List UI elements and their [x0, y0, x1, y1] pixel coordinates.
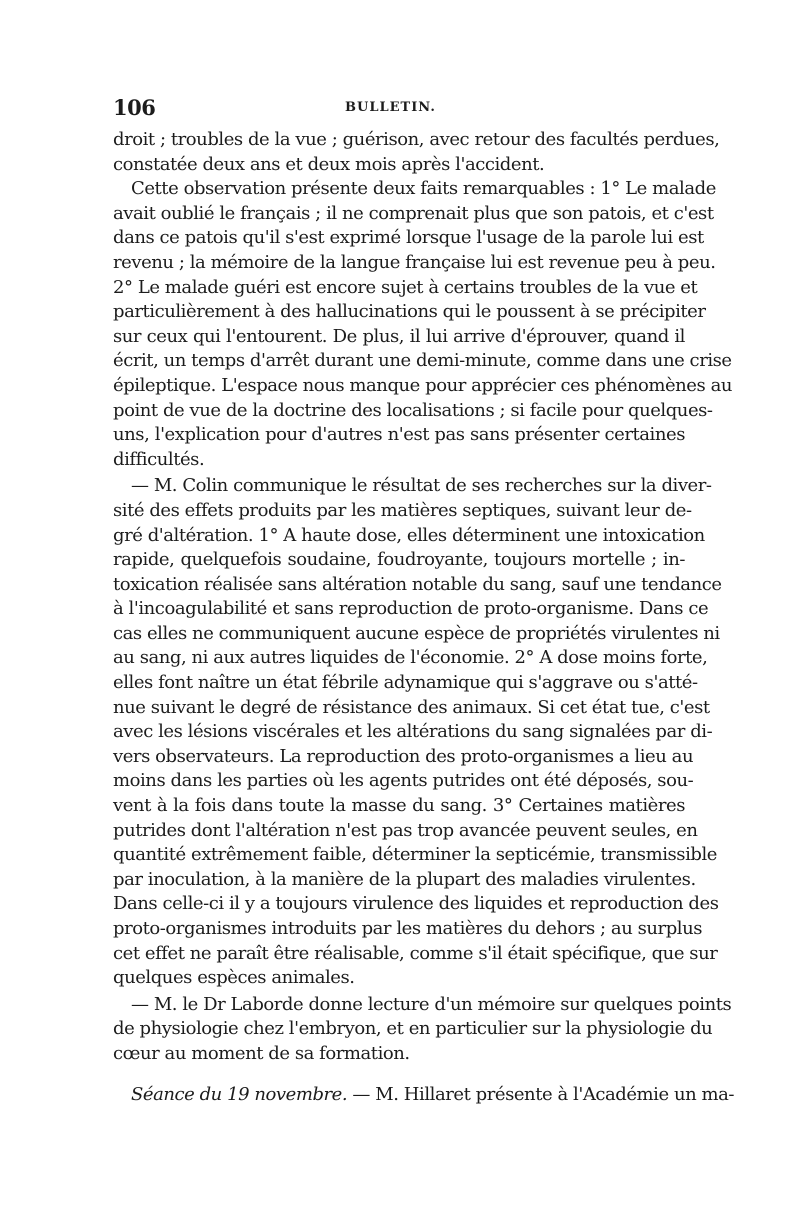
text-line: cœur au moment de sa formation. — [113, 1042, 410, 1064]
text-line: vent à la fois dans toute la masse du sang. 3° Certaines matières — [113, 795, 685, 817]
text-line: nue suivant le degré de résistance des animaux. Si cet état tue, c'est — [113, 696, 710, 718]
text-line: point de vue de la doctrine des localisations ; si facile pour quelques- — [113, 399, 713, 421]
text-line: épileptique. L'espace nous manque pour apprécier ces phénomènes au — [113, 374, 732, 396]
text-line: cas elles ne communiquent aucune espèce de propriétés virulentes ni — [113, 622, 720, 644]
text-line: vers observateurs. La reproduction des proto-organismes a lieu au — [113, 745, 694, 767]
running-title: BULLETIN. — [345, 100, 436, 115]
text-line: écrit, un temps d'arrêt durant une demi-minute, comme dans une crise — [113, 350, 732, 372]
text-line: proto-organismes introduits par les matières du dehors ; au surplus — [113, 918, 703, 939]
text-line: sité des effets produits par les matières septiques, suivant leur de- — [113, 499, 692, 521]
text-line: avait oublié le français ; il ne comprenait plus que son patois, et c'est — [113, 202, 714, 224]
body-text — [113, 128, 735, 1107]
session-dash: — — [347, 1083, 376, 1105]
text-line: quantité extrêmement faible, déterminer la septicémie, transmissible — [113, 844, 717, 866]
text-line: sur ceux qui l'entourent. De plus, il lui arrive d'éprouver, quand il — [113, 325, 685, 347]
text-line: Dans celle-ci il y a toujours virulence des liquides et reproduction des — [113, 893, 719, 915]
paragraph-start: Cette observation présente deux faits remarquables : 1° Le malade — [131, 178, 716, 200]
text-line: uns, l'explication pour d'autres n'est pas sans présenter certaines — [113, 424, 685, 446]
session-text: M. Hillaret présente à l'Académie un ma- — [375, 1083, 735, 1105]
session-heading: Séance du 19 novembre. — [131, 1083, 348, 1105]
text-line: au sang, ni aux autres liquides de l'économie. 2° A dose moins forte, — [113, 647, 708, 669]
paragraph-start: — M. Colin communique le résultat de ses recherches sur la diver- — [131, 475, 712, 497]
text-line: particulièrement à des hallucinations qui le poussent à se précipiter — [113, 301, 706, 323]
text-line: revenu ; la mémoire de la langue française lui est revenue peu à peu. — [113, 251, 716, 273]
session-line — [113, 1083, 735, 1108]
text-line: dans ce patois qu'il s'est exprimé lorsque l'usage de la parole lui est — [113, 227, 704, 249]
text-line: 2° Le malade guéri est encore sujet à certains troubles de la vue et — [113, 276, 698, 298]
text-line: avec les lésions viscérales et les altérations du sang signalées par di- — [113, 721, 713, 743]
paragraph-start: — M. le Dr Laborde donne lecture d'un mémoire sur quelques points — [131, 993, 732, 1015]
text-line: elles font naître un état fébrile adynamique qui s'aggrave ou s'atté- — [113, 672, 698, 694]
text-line: difficultés. — [113, 448, 205, 470]
text-line: putrides dont l'altération n'est pas trop avancée peuvent seules, en — [113, 819, 698, 841]
text-line: par inoculation, à la manière de la plupart des maladies virulentes. — [113, 868, 696, 890]
text-line: toxication réalisée sans altération notable du sang, sauf une tendance — [113, 573, 722, 595]
text-line: quelques espèces animales. — [113, 967, 355, 989]
text-line: gré d'altération. 1° A haute dose, elles déterminent une intoxication — [113, 524, 705, 546]
text-line: constatée deux ans et deux mois après l'accident. — [113, 153, 545, 175]
page-header — [113, 95, 683, 121]
text-line: cet effet ne paraît être réalisable, comme s'il était spécifique, que sur — [113, 942, 718, 964]
text-line: à l'incoagulabilité et sans reproduction de proto-organisme. Dans ce — [113, 598, 709, 620]
text-line: de physiologie chez l'embryon, et en particulier sur la physiologie du — [113, 1018, 713, 1040]
page-number: 106 — [113, 95, 156, 120]
text-line: rapide, quelquefois soudaine, foudroyante, toujours mortelle ; in- — [113, 549, 685, 571]
text-line: moins dans les parties où les agents putrides ont été déposés, sou- — [113, 770, 694, 792]
text-line: droit ; troubles de la vue ; guérison, avec retour des facultés perdues, — [113, 129, 720, 150]
